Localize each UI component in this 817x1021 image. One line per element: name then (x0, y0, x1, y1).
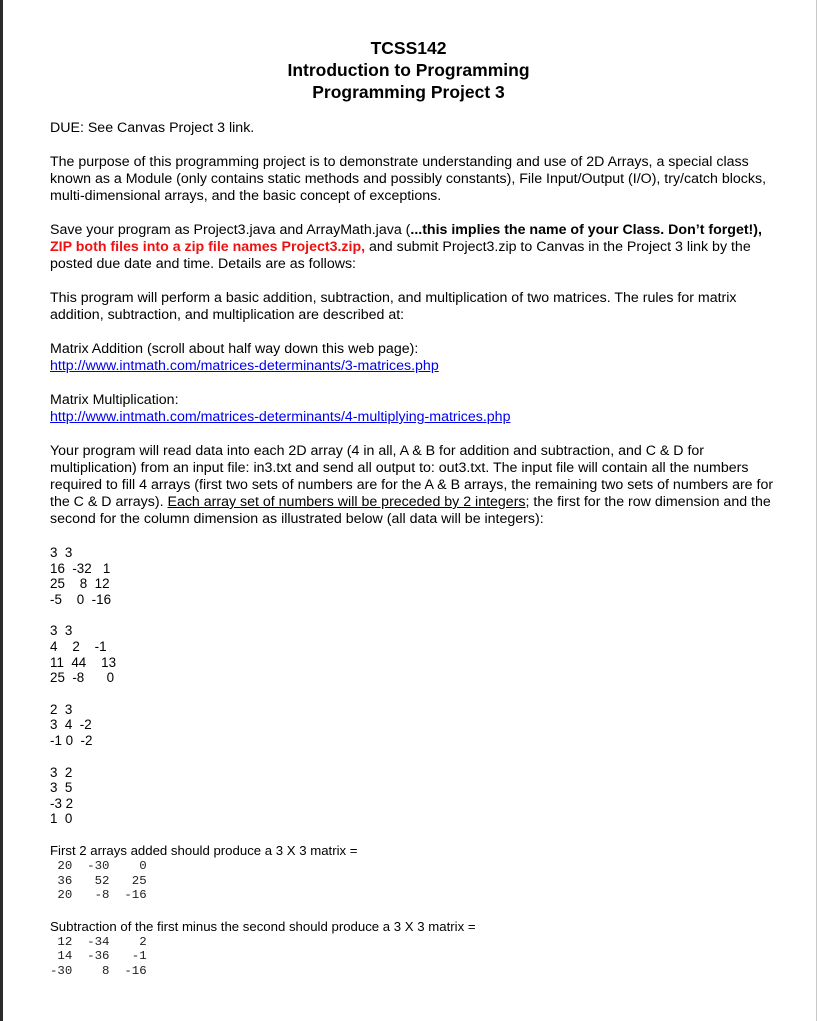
addition-link[interactable]: http://www.intmath.com/matrices-determinants/3-matrices.php (50, 358, 439, 374)
input-row: 3 4 -2 (50, 717, 92, 733)
result-row: 20 -30 0 (50, 858, 147, 873)
input-row: -1 0 -2 (50, 732, 93, 748)
input-row: -5 0 -16 (50, 591, 112, 607)
input-block-c (50, 702, 780, 749)
result-row: 14 -36 -1 (50, 949, 147, 964)
input-block-b (50, 623, 780, 685)
addition-result (50, 843, 780, 903)
purpose-paragraph: The purpose of this programming project is to demonstrate understanding and use of 2D Arrays, a special class known as a Module (only contains static methods and possibly constants), File Input/Output (I/O), try/catch blocks, multi-dimensional arrays, and the basic concept of exceptions. (50, 154, 767, 204)
input-block-d (50, 765, 780, 827)
addition-label: Matrix Addition (scroll about half way down this web page): (50, 341, 419, 357)
document-header (0, 37, 817, 103)
input-row: 2 3 (50, 701, 73, 717)
input-row: 11 44 13 (50, 654, 117, 670)
read-text-1: Your program will read data into each 2D array (4 in all, A & B for addition and subtraction, and C & D for multiplication) from an input file: in3.txt and send all output to: out3.txt. The input file will contain all the numbers required to fill 4 arrays (first two sets of numbers are for the A & B arrays, the remaining two sets of numbers are for the C & D arrays). (50, 443, 774, 510)
input-block-a (50, 545, 780, 607)
input-row: -3 2 (50, 795, 74, 811)
input-row: 25 -8 0 (50, 670, 115, 686)
zip-instruction: ZIP both files into a zip file names Project3.zip, (50, 239, 366, 255)
addition-result-label: First 2 arrays added should produce a 3 X 3 matrix = (50, 842, 358, 858)
result-row: -30 8 -16 (50, 963, 147, 978)
input-row: 25 8 12 (50, 576, 110, 592)
input-row: 16 -32 1 (50, 560, 111, 576)
save-text-2: and submit Project3.zip to Canvas in the Project 3 link by the posted due date and time. Details are as follows: (50, 239, 751, 272)
save-paragraph (50, 222, 780, 273)
addition-reference (50, 341, 780, 375)
input-row: 3 2 (50, 764, 73, 780)
subtraction-result-label: Subtraction of the first minus the second should produce a 3 X 3 matrix = (50, 918, 476, 934)
result-row: 12 -34 2 (50, 934, 147, 949)
page-left-edge (0, 0, 3, 1021)
subtraction-result (50, 919, 780, 979)
save-bold-text: ...this implies the name of your Class. Don’t forget!), (410, 222, 762, 238)
result-row: 36 52 25 (50, 873, 147, 888)
project-title: Programming Project 3 (312, 82, 505, 102)
document-body (50, 120, 780, 994)
read-paragraph (50, 443, 780, 528)
course-title: Introduction to Programming (287, 60, 530, 80)
result-row: 20 -8 -16 (50, 888, 147, 903)
multiplication-link[interactable]: http://www.intmath.com/matrices-determinants/4-multiplying-matrices.php (50, 409, 511, 425)
read-underlined: Each array set of numbers will be preceded by 2 integers (167, 494, 526, 510)
read-text-2: ; the first for the row dimension and the second for the column dimension as illustrated below (all data will be integers): (50, 494, 771, 527)
input-row: 4 2 -1 (50, 638, 107, 654)
input-row: 3 3 (50, 545, 73, 560)
course-code: TCSS142 (370, 38, 447, 58)
multiplication-reference (50, 392, 780, 426)
input-row: 3 5 (50, 780, 73, 796)
input-row: 1 0 (50, 811, 73, 827)
save-text-1: Save your program as Project3.java and ArrayMath.java ( (50, 222, 411, 238)
due-line: DUE: See Canvas Project 3 link. (50, 120, 255, 136)
input-row: 3 3 (50, 623, 73, 639)
multiplication-label: Matrix Multiplication: (50, 392, 179, 408)
intro-paragraph: This program will perform a basic addition, subtraction, and multiplication of two matrices. The rules for matrix addition, subtraction, and multiplication are described at: (50, 290, 737, 323)
